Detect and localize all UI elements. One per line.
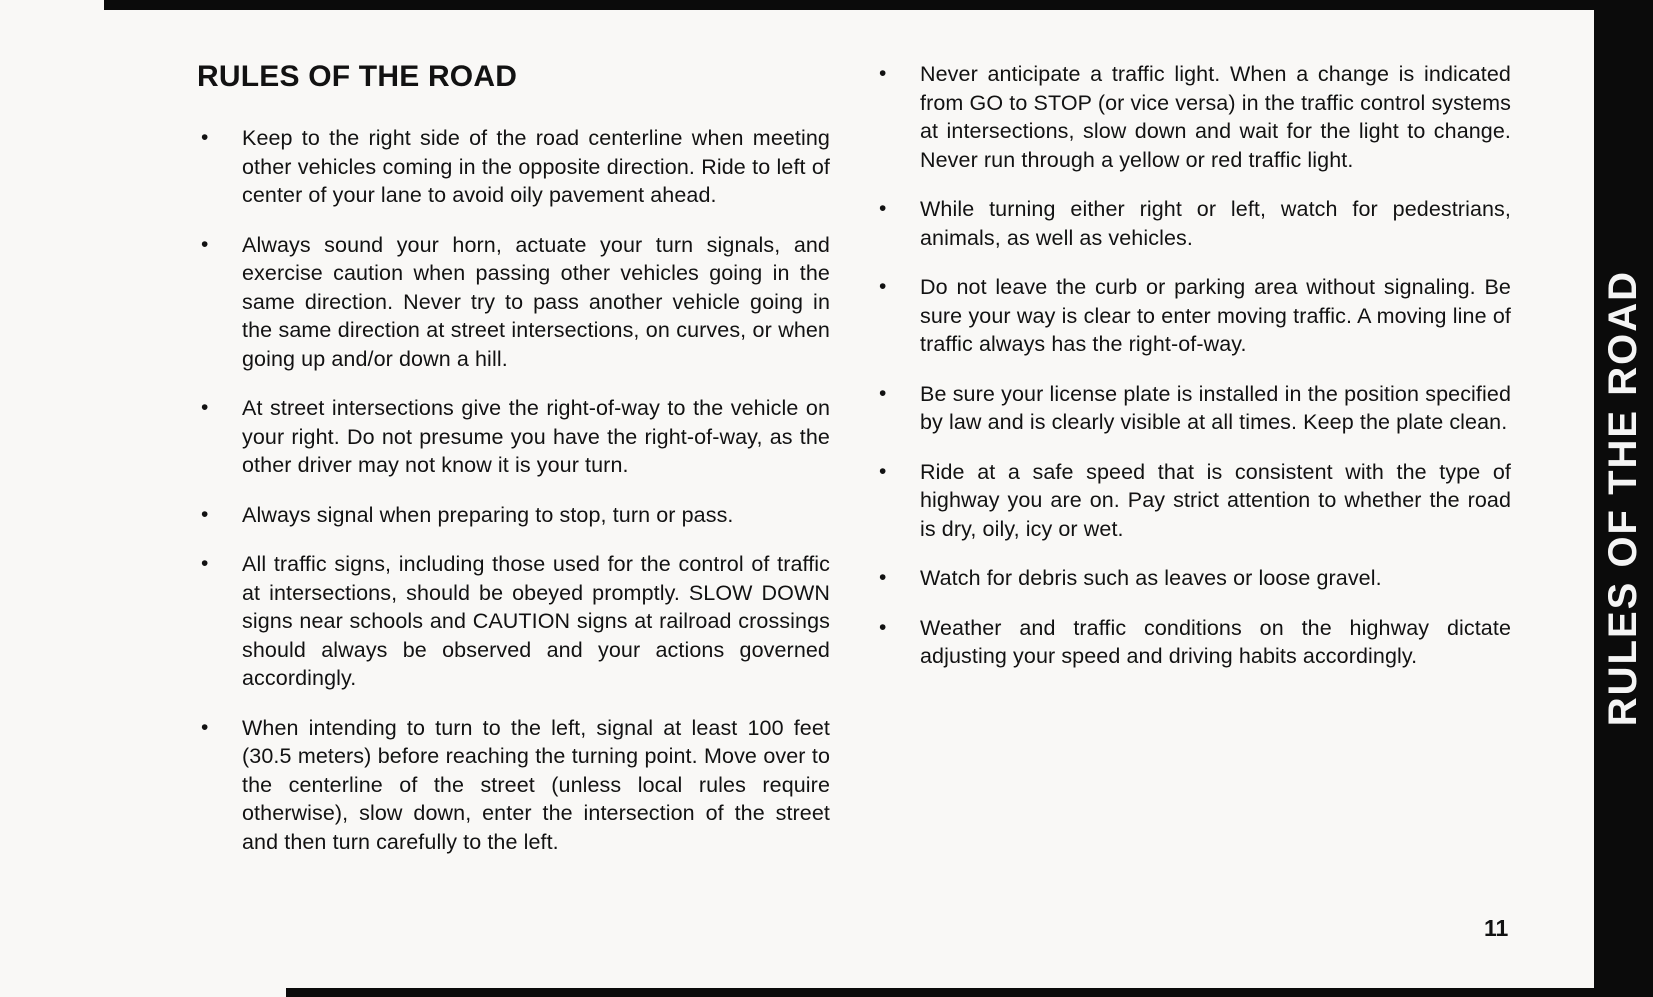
left-bullet-list <box>197 124 830 856</box>
section-side-tab <box>1594 0 1653 997</box>
list-item <box>197 124 830 210</box>
list-item <box>875 458 1511 544</box>
section-side-tab-label: RULES OF THE ROAD <box>1601 270 1645 727</box>
bullet-icon: • <box>879 62 887 85</box>
list-item <box>875 564 1511 593</box>
list-item <box>875 380 1511 437</box>
bullet-text: Be sure your license plate is installed in the position specified by law and is clearly visible at all times. Keep the plate clean. <box>920 381 1511 434</box>
bullet-text: Watch for debris such as leaves or loose gravel. <box>920 566 1382 590</box>
bullet-text: Keep to the right side of the road centerline when meeting other vehicles coming in the opposite direction. Ride to left of center of your lane to avoid oily pavement ahead. <box>242 126 830 207</box>
list-item <box>197 231 830 374</box>
list-item <box>875 60 1511 174</box>
bullet-icon: • <box>879 275 887 298</box>
bullet-text: All traffic signs, including those used for the control of traffic at intersections, should be obeyed promptly. SLOW DOWN signs near schools and CAUTION signs at railroad crossings should always be observed and your actions governed accordingly. <box>242 552 830 690</box>
right-column <box>875 60 1511 692</box>
page-heading: RULES OF THE ROAD <box>197 60 518 93</box>
list-item <box>197 394 830 480</box>
bullet-icon: • <box>879 381 887 405</box>
list-item <box>197 501 830 530</box>
bullet-text: Never anticipate a traffic light. When a change is indicated from GO to STOP (or vice versa) in the traffic control systems at intersections, slow down and wait for the light to change. Never run through a yellow or red traffic light. <box>920 62 1511 172</box>
bullet-text: Always sound your horn, actuate your turn signals, and exercise caution when passing other vehicles going in the same direction. Never try to pass another vehicle going in the same direction at street intersections, on curves, or when going up and/or down a hill. <box>242 232 830 371</box>
list-item <box>875 195 1511 252</box>
scan-edge-bottom <box>286 988 1653 997</box>
bullet-text: Do not leave the curb or parking area without signaling. Be sure your way is clear to enter moving traffic. A moving line of traffic always has the right-of-way. <box>920 275 1511 356</box>
scan-edge-top <box>104 0 1653 10</box>
bullet-text: Weather and traffic conditions on the highway dictate adjusting your speed and driving habits accordingly. <box>920 615 1511 668</box>
page-number: 11 <box>1484 915 1509 941</box>
bullet-icon: • <box>879 615 887 639</box>
list-item <box>875 614 1511 671</box>
left-column <box>197 60 830 877</box>
bullet-icon: • <box>879 566 887 589</box>
bullet-icon: • <box>879 459 887 483</box>
bullet-text: Ride at a safe speed that is consistent with the type of highway you are on. Pay strict attention to whether the road is dry, oily, icy or wet. <box>920 459 1511 541</box>
bullet-icon: • <box>879 197 887 220</box>
bullet-icon: • <box>201 232 209 256</box>
list-item <box>197 714 830 857</box>
bullet-icon: • <box>201 396 209 419</box>
bullet-text: At street intersections give the right-of-way to the vehicle on your right. Do not presume you have the right-of-way, as the other driver may not know it is your turn. <box>242 396 830 477</box>
bullet-icon: • <box>201 502 209 526</box>
bullet-icon: • <box>201 552 209 575</box>
list-item <box>197 550 830 693</box>
bullet-icon: • <box>201 126 209 149</box>
list-item <box>875 273 1511 359</box>
bullet-text: When intending to turn to the left, signal at least 100 feet (30.5 meters) before reaching the turning point. Move over to the centerline of the street (unless local rules require otherwise), slow down, enter the intersection of the street and then turn carefully to the left. <box>242 715 830 854</box>
bullet-text: Always signal when preparing to stop, turn or pass. <box>242 502 734 527</box>
bullet-text: While turning either right or left, watch for pedestrians, animals, as well as vehicles. <box>920 197 1511 250</box>
bullet-icon: • <box>201 715 209 739</box>
right-bullet-list <box>875 60 1511 671</box>
